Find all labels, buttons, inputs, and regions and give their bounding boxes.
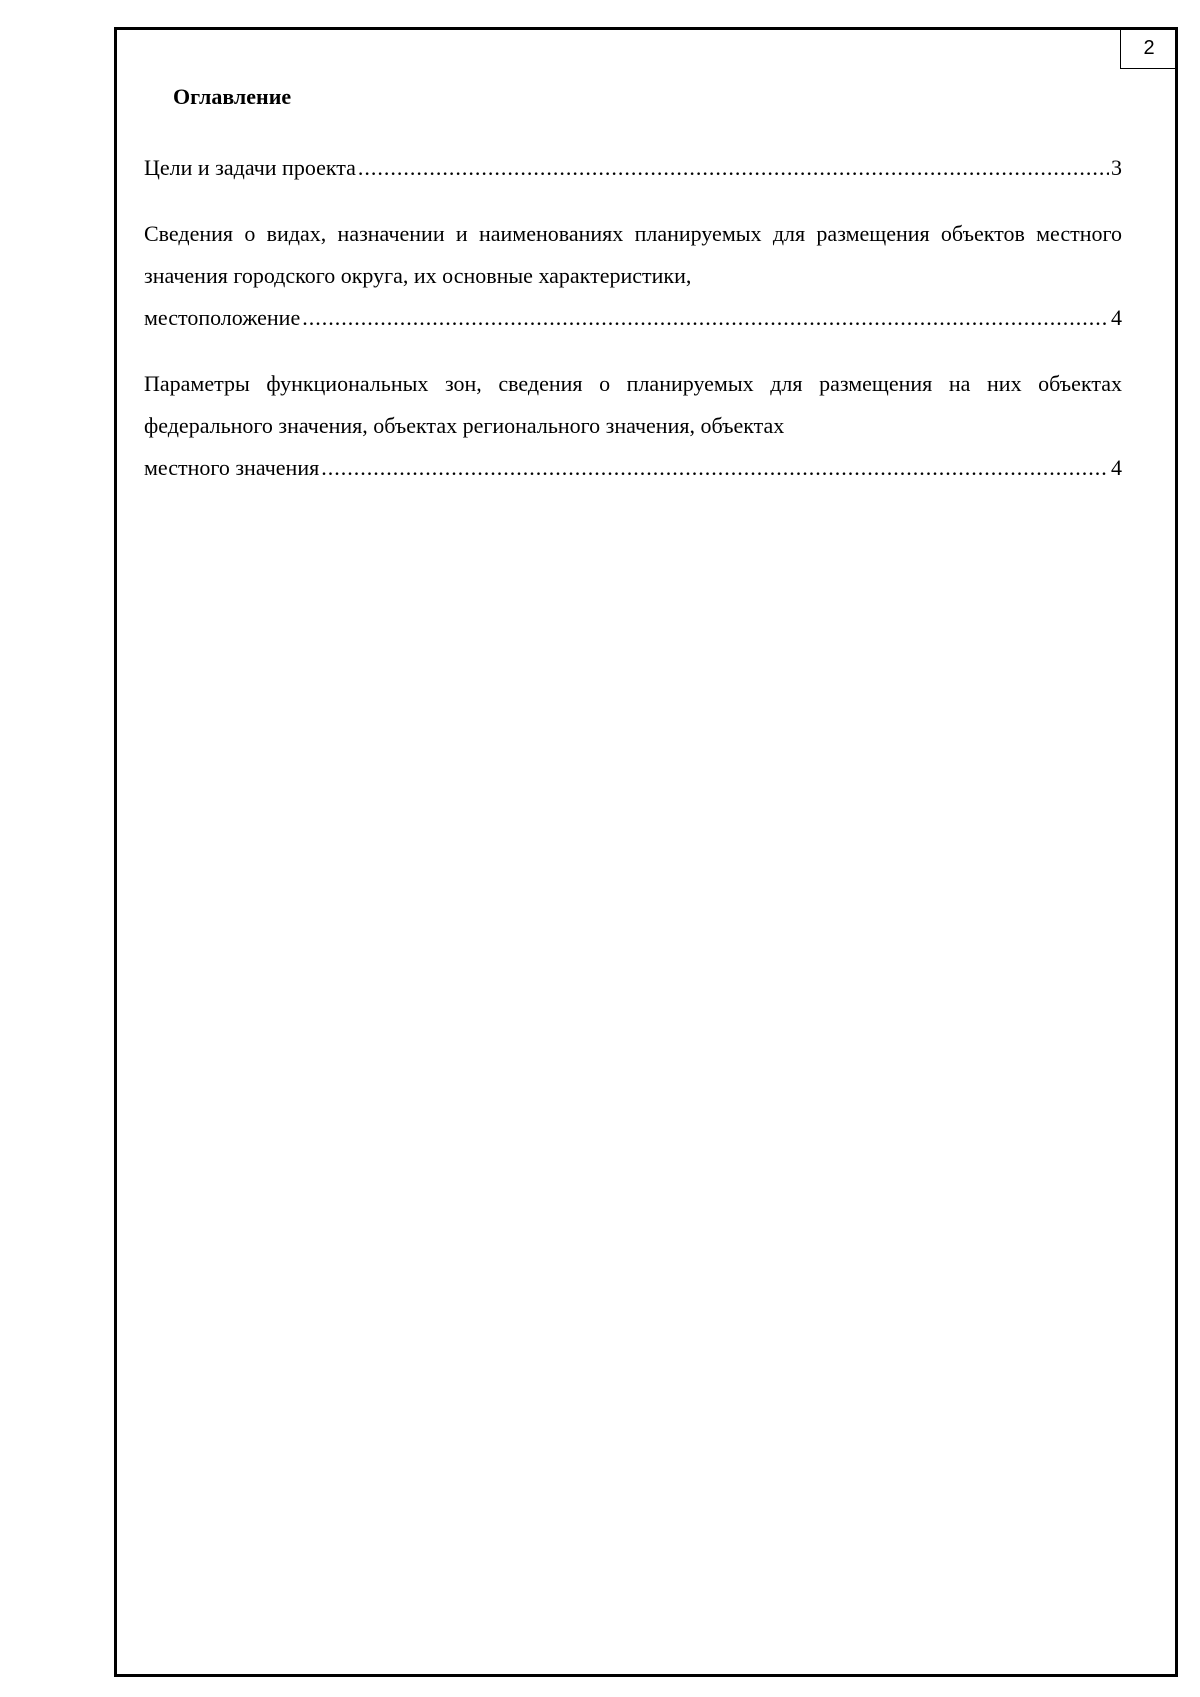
toc-entry-title-end: местоположение xyxy=(144,305,301,330)
toc-heading: Оглавление xyxy=(173,84,292,109)
toc-entry-page: 3 xyxy=(1111,155,1122,180)
toc-leader-dots xyxy=(358,147,1109,189)
toc-entry-line xyxy=(144,297,1122,339)
toc-entry-title: Цели и задачи проекта xyxy=(144,155,356,180)
toc-entry-title: Сведения о видах, назначении и наименованиях планируемых для размещения объектов местного значения городского округа, их основные характеристики, xyxy=(144,221,1122,288)
toc-entry-local-objects[interactable] xyxy=(144,213,1122,339)
toc-entry-line xyxy=(144,147,1122,189)
toc-entry-title-end: местного значения xyxy=(144,455,320,480)
toc-entry-goals[interactable] xyxy=(144,147,1122,189)
toc-entry-page: 4 xyxy=(1111,305,1122,330)
page-number: 2 xyxy=(1120,27,1178,69)
toc-entry-functional-zones[interactable] xyxy=(144,363,1122,489)
toc-entry-line xyxy=(144,447,1122,489)
toc-entry-page: 4 xyxy=(1111,455,1122,480)
toc-entry-title: Параметры функциональных зон, сведения о планируемых для размещения на них объектах федерального значения, объектах регионального значения, объектах xyxy=(144,371,1122,438)
toc-leader-dots xyxy=(302,297,1109,339)
table-of-contents xyxy=(144,147,1122,513)
toc-leader-dots xyxy=(321,447,1109,489)
